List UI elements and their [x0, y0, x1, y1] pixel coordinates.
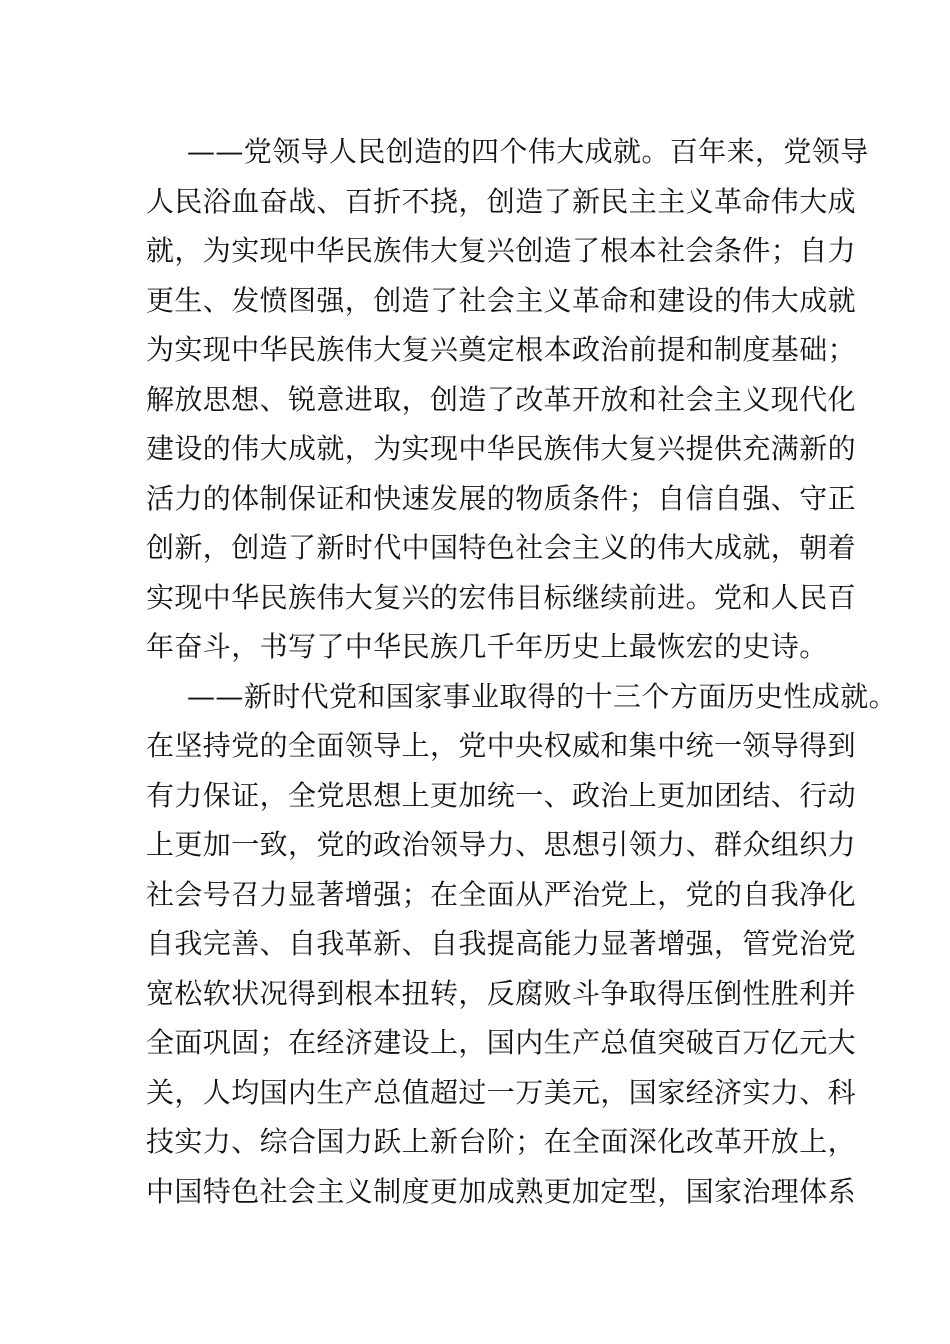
paragraph-1-line-4: 更生、发愤图强，创造了社会主义革命和建设的伟大成就 [146, 283, 857, 317]
document-body [146, 127, 898, 1216]
paragraph-2-line-4: 上更加一致，党的政治领导力、思想引领力、群众组织力 [146, 828, 857, 861]
paragraph-2-line-8: 全面巩固；在经济建设上，国内生产总值突破百万亿元大 [146, 1026, 857, 1059]
paragraph-2-line-6: 自我完善、自我革新、自我提高能力显著增强，管党治党 [146, 927, 857, 960]
paragraph-1-line-9: 创新，创造了新时代中国特色社会主义的伟大成就，朝着 [146, 531, 857, 564]
paragraph-2-line-7: 宽松软状况得到根本扭转，反腐败斗争取得压倒性胜利并 [146, 976, 857, 1010]
paragraph-1-line-3: 就，为实现中华民族伟大复兴创造了根本社会条件；自力 [146, 234, 857, 267]
paragraph-1-line-1: ——党领导人民创造的四个伟大成就。百年来，党领导 [187, 135, 869, 168]
paragraph-1-line-10: 实现中华民族伟大复兴的宏伟目标继续前进。党和人民百 [146, 580, 857, 614]
paragraph-2-line-9: 关，人均国内生产总值超过一万美元，国家经济实力、科 [146, 1075, 857, 1109]
paragraph-2-line-11: 中国特色社会主义制度更加成熟更加定型，国家治理体系 [146, 1174, 857, 1208]
paragraph-1-line-5: 为实现中华民族伟大复兴奠定根本政治前提和制度基础； [146, 333, 857, 366]
paragraph-1-line-6: 解放思想、锐意进取，创造了改革开放和社会主义现代化 [146, 382, 857, 416]
paragraph-1-line-11: 年奋斗，书写了中华民族几千年历史上最恢宏的史诗。 [146, 630, 828, 663]
paragraph-2-line-1: ——新时代党和国家事业取得的十三个方面历史性成就。 [187, 679, 898, 713]
paragraph-1-line-7: 建设的伟大成就，为实现中华民族伟大复兴提供充满新的 [146, 432, 857, 465]
paragraph-2-line-2: 在坚持党的全面领导上，党中央权威和集中统一领导得到 [146, 729, 857, 762]
paragraph-2-line-5: 社会号召力显著增强；在全面从严治党上，党的自我净化 [146, 877, 857, 911]
paragraph-1-line-2: 人民浴血奋战、百折不挠，创造了新民主主义革命伟大成 [146, 184, 857, 218]
paragraph-2-line-3: 有力保证，全党思想上更加统一、政治上更加团结、行动 [146, 778, 857, 812]
paragraph-2-line-10: 技实力、综合国力跃上新台阶；在全面深化改革开放上， [146, 1125, 857, 1158]
paragraph-1-line-8: 活力的体制保证和快速发展的物质条件；自信自强、守正 [146, 481, 857, 515]
